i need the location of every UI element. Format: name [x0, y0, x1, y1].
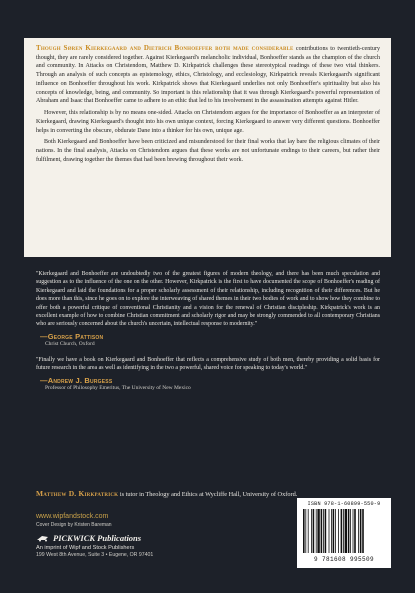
- endorsements: [36, 270, 380, 399]
- blurb-paragraph-3: Both Kierkegaard and Bonhoeffer have been criticized and misunderstood for their final works that lay bare the religious climates of their nations. In the final analysis, Attacks on Christendom argues that these works are not unfortunate endings to their careers, but rather their fulfilment, drawing together the themes that had been brewing throughout their work.: [36, 139, 380, 163]
- barcode-bar: [362, 509, 364, 553]
- barcode-bar: [360, 509, 362, 553]
- endorsement-attribution: [36, 377, 380, 393]
- barcode-bar: [348, 509, 350, 553]
- barcode-bar: [338, 509, 339, 553]
- isbn-barcode: [297, 498, 391, 568]
- endorsement-text: "Kierkegaard and Bonhoeffer are undoubtedly two of the greatest figures of modern theology, and there has been much speculation and suggestion as to the influence of the one on the other. However, Kirkpatrick is the first to have documented the scope of Bonhoeffer's reading of Kierkegaard and laid the foundations for a proper scholarly assessment of their relationship, including recognition of their differences. But he does more than this, since he goes on to explore the interweaving of shared themes in their two bodies of work and to show how they combine to offer both a powerful critique of conventional Christianity and a vision for the renewal of Christian discipleship. Kirkpatrick's work is an excellent example of how to combine Christian commitment and scholarly rigor and may be strongly commended to all contemporary Christians who are seriously concerned about the church's uncertain, intellectual response to modernity.": [36, 271, 380, 328]
- barcode-bar: [354, 509, 356, 553]
- barcode-bar: [333, 509, 335, 553]
- barcode-bar: [323, 509, 324, 553]
- blurb-lead: Though Søren Kierkegaard and Dietrich Bonhoeffer both made considerable: [36, 44, 294, 52]
- blurb-paragraph-2: However, this relationship is by no means one-sided. Attacks on Christendom argues for the importance of Bonhoeffer as an interpreter of Kierkegaard, drawing Kierkegaard's thought into his own unique context, forcing Kierkegaard to answer very different questions. Bonhoeffer helps in converting the obscure, obdurate Dane into a thinker for his own, unique age.: [36, 110, 380, 134]
- endorsement: [36, 270, 380, 349]
- author-bio-text: is tutor in Theology and Ethics at Wycliffe Hall, University of Oxford.: [118, 491, 298, 498]
- barcode-bar: [331, 509, 332, 553]
- publisher-imprint: An imprint of Wipf and Stock Publishers: [36, 545, 135, 551]
- author-name: Matthew D. Kirkpatrick: [36, 489, 119, 498]
- barcode-bar: [303, 509, 305, 553]
- blurb-paragraph-1: [36, 44, 380, 106]
- publisher-address: 199 West 8th Avenue, Suite 3 • Eugene, OR 97401: [36, 552, 154, 558]
- publisher-name: [36, 533, 236, 543]
- barcode-bar: [305, 509, 306, 553]
- barcode-bar: [313, 509, 315, 553]
- barcode-bar: [317, 509, 319, 553]
- endorsement-attribution: [36, 333, 380, 349]
- barcode-bars-icon: [303, 509, 385, 553]
- barcode-bar: [350, 509, 351, 553]
- endorser-name: —George Pattison: [40, 331, 104, 341]
- pickwick-logo-icon: [36, 534, 50, 542]
- publisher-block: [36, 513, 236, 558]
- cover-design-credit: Cover Design by Kristen Bareman: [36, 522, 112, 528]
- barcode-bar: [341, 509, 343, 553]
- isbn-label: ISBN 978-1-60899-550-9: [307, 501, 381, 507]
- barcode-bar: [353, 509, 354, 553]
- barcode-number: 9 781608 995509: [313, 556, 374, 563]
- endorser-affiliation: Professor of Philosophy Emeritus, The University of New Mexico: [45, 384, 191, 391]
- publisher-url: www.wipfandstock.com: [36, 513, 109, 520]
- endorsement-text: "Finally we have a book on Kierkegaard and Bonhoeffer that reflects a comprehensive study of both men, thereby providing a solid basis for future research in the area as well as identifying in the two a powerful, shared voice for speaking to today's world.": [36, 356, 380, 372]
- barcode-bar: [316, 509, 317, 553]
- endorser-name: —Andrew J. Burgess: [40, 375, 113, 385]
- barcode-bar: [329, 509, 330, 553]
- barcode-bar: [308, 509, 309, 553]
- barcode-bar: [345, 509, 347, 553]
- barcode-bar: [321, 509, 323, 553]
- endorsement: [36, 356, 380, 393]
- barcode-bar: [335, 509, 336, 553]
- blurb-paragraph-1-body: contributions to twentieth-century thought, they are rarely considered together. Against Kierkegaard's melancholic individual, Bonhoeffer stands as the champion of the church and community. In Attacks on Christendom, Matthew D. Kirkpatrick challenges these stereotypical readings of these two vital thinkers. Through an analysis of such concepts as epistemology, ethics, Christology, and ecclesiology, Kirkpatrick reveals Kierkegaard's significant influence on Bonhoeffer throughout his work. Kirkpatrick shows that Kierkegaard underlies not only Bonhoeffer's spirituality but also his concepts of knowledge, being, and community. So important is this relationship that it was through Kierkegaard's powerful representation of Abraham and Isaac that Bonhoeffer came to adhere to an ethic that led to his involvement in the assassination attempts against Hitler.: [36, 46, 380, 105]
- barcode-bar: [343, 509, 344, 553]
- blurb-text: [36, 44, 380, 168]
- endorser-affiliation: Christ Church, Oxford: [45, 341, 95, 348]
- barcode-bar: [311, 509, 312, 553]
- barcode-bar: [358, 509, 359, 553]
- barcode-bar: [325, 509, 327, 553]
- publisher-name-text: PICKWICK Publications: [53, 533, 142, 543]
